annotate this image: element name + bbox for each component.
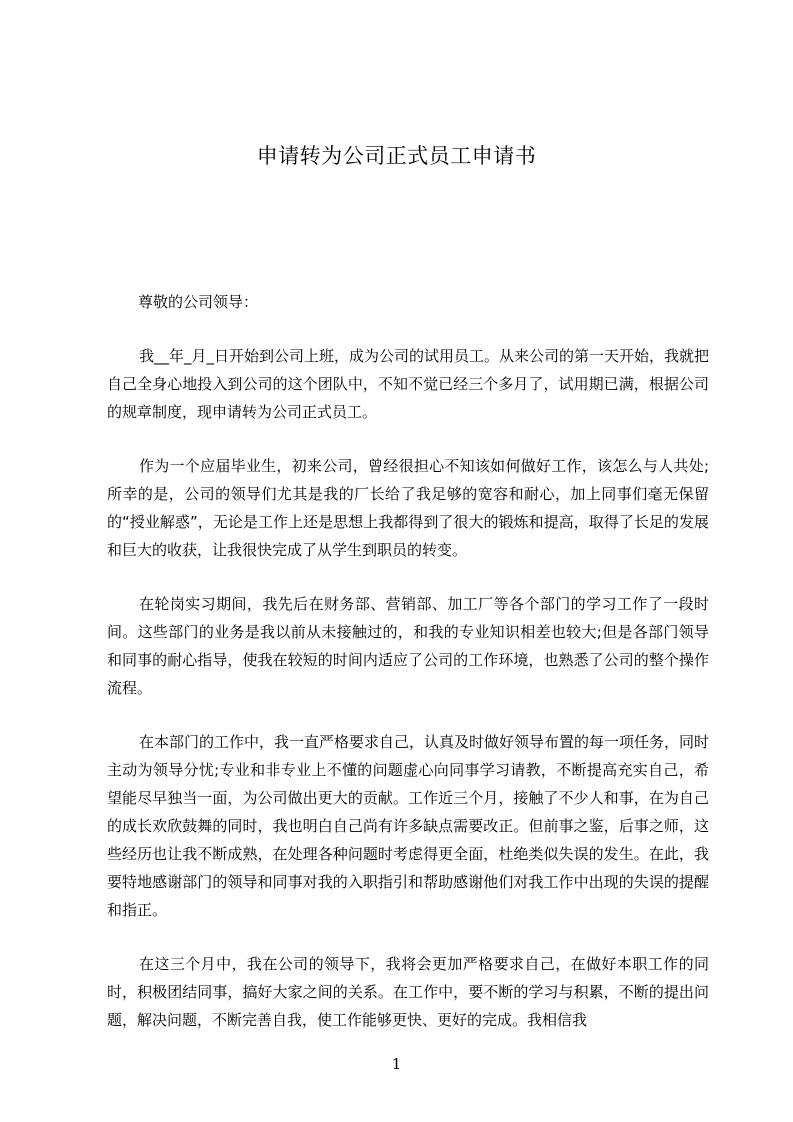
paragraph-3: 在轮岗实习期间，我先后在财务部、营销部、加工厂等各个部门的学习工作了一段时间。这些部门的业务是我以前从未接触过的，和我的专业知识相差也较大;但是各部门领导和同事的耐心指导，使我在较短的时间内适应了公司的工作环境，也熟悉了公司的整个操作流程。 <box>107 595 709 697</box>
paragraph-5: 在这三个月中，我在公司的领导下，我将会更加严格要求自己，在做好本职工作的同时，积极团结同事，搞好大家之间的关系。在工作中，要不断的学习与积累，不断的提出问题，解决问题，不断完善自我，使工作能够更快、更好的完成。我相信我 <box>107 955 709 1029</box>
document-title: 申请转为公司正式员工申请书 <box>256 144 537 168</box>
page-number: 1 <box>391 1055 402 1073</box>
paragraph-1: 我__年_月_日开始到公司上班，成为公司的试用员工。从来公司的第一天开始，我就把自己全身心地投入到公司的这个团队中，不知不觉已经三个多月了，试用期已满，根据公司的规章制度，现申请转为公司正式员工。 <box>107 347 710 421</box>
paragraph-2: 作为一个应届毕业生，初来公司，曾经很担心不知该如何做好工作，该怎么与人共处;所幸的是，公司的领导们尤其是我的厂长给了我足够的宽容和耐心，加上同事们毫无保留的“授业解惑”，无论是工作上还是思想上我都得到了很大的锻炼和提高，取得了长足的发展和巨大的收获，让我很快完成了从学生到职员的转变。 <box>107 457 709 559</box>
salutation: 尊敬的公司领导： <box>138 293 259 311</box>
document-body <box>107 342 709 1060</box>
paragraph-4: 在本部门的工作中，我一直严格要求自己，认真及时做好领导布置的每一项任务，同时主动为领导分忧;专业和非专业上不懂的问题虚心向同事学习请教，不断提高充实自己，希望能尽早独当一面，为公司做出更大的贡献。工作近三个月，接触了不少人和事，在为自己的成长欢欣鼓舞的同时，我也明白自己尚有许多缺点需要改正。但前事之鉴，后事之师，这些经历也让我不断成熟，在处理各种问题时考虑得更全面，杜绝类似失误的发生。在此，我要特地感谢部门的领导和同事对我的入职指引和帮助感谢他们对我工作中出现的失误的提醒和指正。 <box>107 733 710 919</box>
